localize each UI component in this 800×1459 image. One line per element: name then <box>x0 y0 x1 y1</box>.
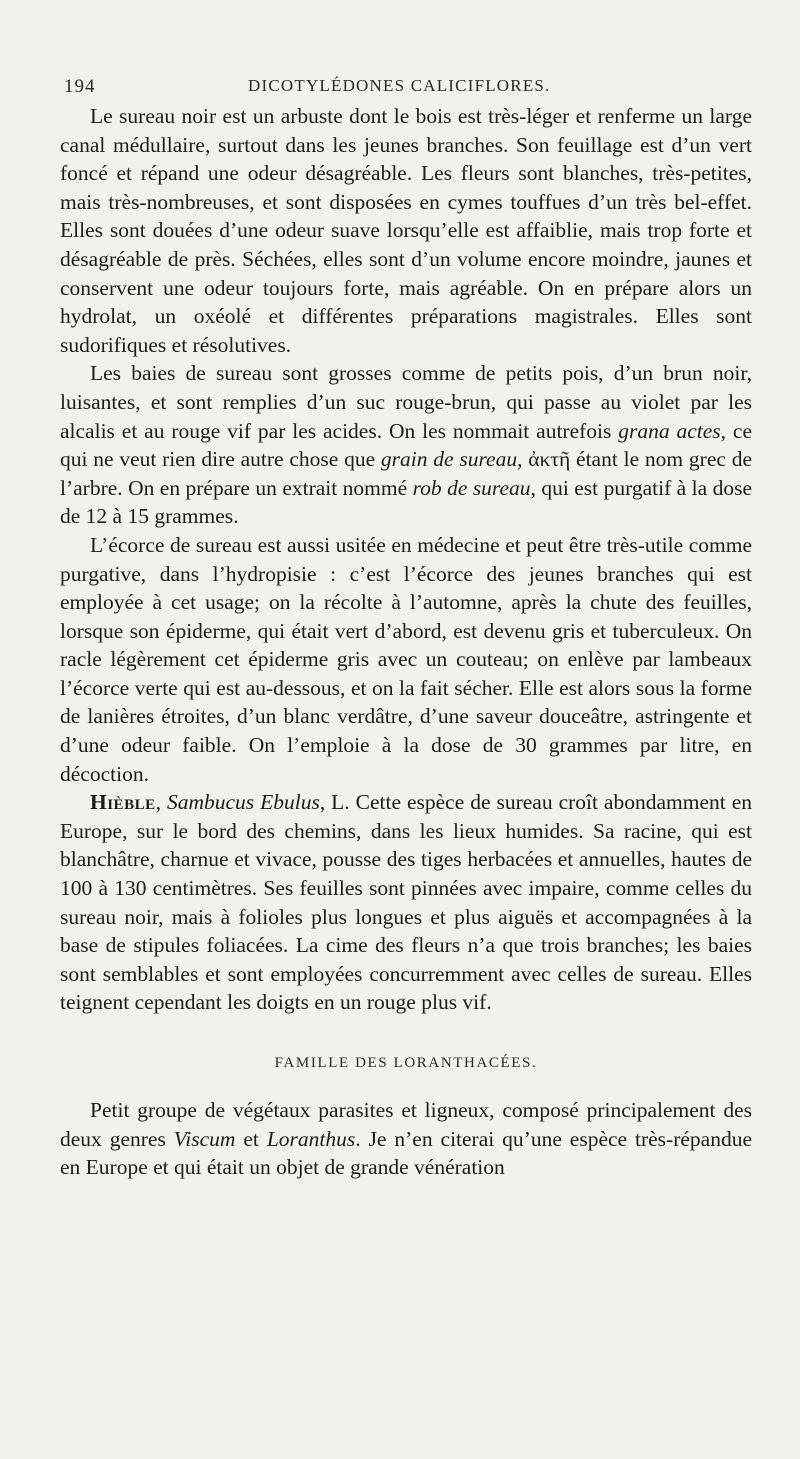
italic-term-sambucus-ebulus: Sambucus Ebulus <box>166 790 320 815</box>
running-head <box>60 68 752 102</box>
paragraph-baies-sureau <box>60 359 752 531</box>
italic-term-viscum: Viscum <box>173 1126 236 1151</box>
italic-term-rob-de-sureau: rob de sureau <box>412 475 531 500</box>
paragraph-loranthacees <box>60 1096 752 1182</box>
text-run: , L. Cette espèce de sureau croît abondamment en Europe, sur le bord des chemins, dans les lieux humides. Sa racine, qui est blanchâtre, charnue et vivace, pousse des tiges herbacées et annuelles, hautes de 100 à 130 centimètres. Ses feuilles sont pinnées avec impaire, comme celles du sureau noir, mais à folioles plus longues et plus aiguës et accompagnées à la base de stipules foliacées. La cime des fleurs n’a que trois branches; les baies sont semblables et sont employées concurremment avec celles de sureau. Elles teignent cependant les doigts en un rouge plus vif. <box>60 790 752 1015</box>
book-page <box>60 68 752 1182</box>
section-heading: FAMILLE DES LORANTHACÉES. <box>274 1055 538 1071</box>
text-run: , <box>155 790 167 815</box>
text-run: Les baies de sureau sont grosses comme de petits pois, d’un brun noir, luisantes, et sont remplies d’un suc rouge-brun, qui passe au violet par les alcalis et au rouge vif par les acides. On les nommait autrefois <box>60 361 752 443</box>
text-run: Petit groupe de végétaux parasites et ligneux, composé principalement des deux genres <box>60 1098 752 1151</box>
italic-term-grain-de-sureau: grain de sureau <box>380 447 518 472</box>
paragraph-hieble <box>60 788 752 1017</box>
text-run: , qui est purgatif à la dose de 12 à 15 grammes. <box>60 475 752 529</box>
page-number: 194 <box>64 76 96 97</box>
italic-term-loranthus: Loranthus <box>266 1126 356 1151</box>
entry-term-hieble: Hièble <box>90 790 156 815</box>
running-title: DICOTYLÉDONES CALICIFLORES. <box>248 76 551 95</box>
text-run: et <box>235 1126 267 1151</box>
text-run: , ce qui ne veut rien dire autre chose que <box>60 418 753 472</box>
text-run: étant le nom grec de l’arbre. On en prépare un extrait nommé <box>60 447 752 500</box>
text-run: . Je n’en citerai qu’une espèce très-répandue en Europe et qui était un objet de grande vénération <box>60 1126 752 1180</box>
paragraph-sureau-noir: Le sureau noir est un arbuste dont le bois est très-léger et renferme un large canal médullaire, surtout dans les jeunes branches. Son feuillage est d’un vert foncé et répand une odeur désagréable. Les fleurs sont blanches, très-petites, mais très-nombreuses, et sont disposées en cymes touffues d’un très bel-effet. Elles sont douées d’une odeur suave lorsqu’elle est affaiblie, mais trop forte et désagréable de près. Séchées, elles sont d’un volume encore moindre, jaunes et conservent une odeur toujours forte, mais agréable. On en prépare alors un hydrolat, un oxéolé et différentes préparations magistrales. Elles sont sudorifiques et résolutives. <box>60 104 752 357</box>
text-run: , <box>517 447 529 472</box>
greek-word: ἀκτῆ <box>528 447 571 472</box>
paragraph-ecorce-sureau: L’écorce de sureau est aussi usitée en médecine et peut être très-utile comme purgative, dans l’hydropisie : c’est l’écorce des jeunes branches qui est employée à cet usage; on la récolte à l’automne, après la chute des feuilles, lorsque son épiderme, qui était vert d’abord, est devenu gris et tuberculeux. On racle légèrement cet épiderme gris avec un couteau; on enlève par lambeaux l’écorce verte qui est au-dessous, et on la fait sécher. Elle est alors sous la forme de lanières étroites, d’un blanc verdâtre, d’une saveur douceâtre, astringente et d’une odeur faible. On l’emploie à la dose de 30 grammes par litre, en décoction. <box>60 532 752 786</box>
italic-term-grana-actes: grana actes <box>618 418 721 443</box>
